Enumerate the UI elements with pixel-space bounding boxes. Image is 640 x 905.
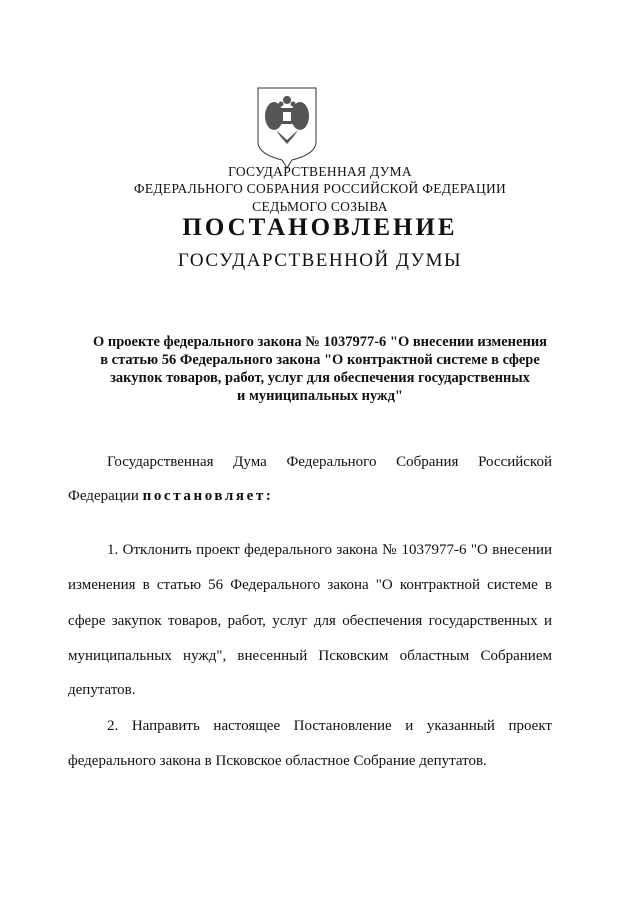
item-line: сфере закупок товаров, работ, услуг для обеспечения государственных и <box>68 613 552 629</box>
preamble-prefix: Федерации <box>68 488 139 504</box>
preamble-line <box>68 488 552 505</box>
subject-line: в статью 56 Федерального закона "О контрактной системе в сфере <box>100 352 540 368</box>
subject-line: О проекте федерального закона № 1037977-6 "О внесении изменения <box>92 334 548 350</box>
subject-line: и муниципальных нужд" <box>237 388 403 404</box>
item-line: муниципальных нужд", внесенный Псковским областным Собранием <box>68 648 552 664</box>
item-line: 2. Направить настоящее Постановление и указанный проект <box>107 718 552 734</box>
org-name-line2: ФЕДЕРАЛЬНОГО СОБРАНИЯ РОССИЙСКОЙ ФЕДЕРАЦИИ <box>133 181 507 196</box>
item-line: 1. Отклонить проект федерального закона № 1037977-6 "О внесении <box>107 542 552 558</box>
org-name-line1: ГОСУДАРСТВЕННАЯ ДУМА <box>228 164 412 179</box>
state-emblem-icon <box>256 86 318 170</box>
resolves-emphasis: постановляет: <box>142 488 274 504</box>
document-type-subtitle: ГОСУДАРСТВЕННОЙ ДУМЫ <box>177 250 463 271</box>
convocation: СЕДЬМОГО СОЗЫВА <box>252 199 388 214</box>
document-subject <box>0 333 640 405</box>
item-line: федерального закона в Псковское областное Собрание депутатов. <box>68 753 487 769</box>
subject-line: закупок товаров, работ, услуг для обеспечения государственных <box>110 370 530 386</box>
preamble-line: Государственная Дума Федерального Собрания Российской <box>107 454 552 470</box>
item-line: изменения в статью 56 Федерального закона "О контрактной системе в <box>68 577 552 593</box>
item-line: депутатов. <box>68 682 136 698</box>
document-type-title: ПОСТАНОВЛЕНИЕ <box>182 214 458 241</box>
